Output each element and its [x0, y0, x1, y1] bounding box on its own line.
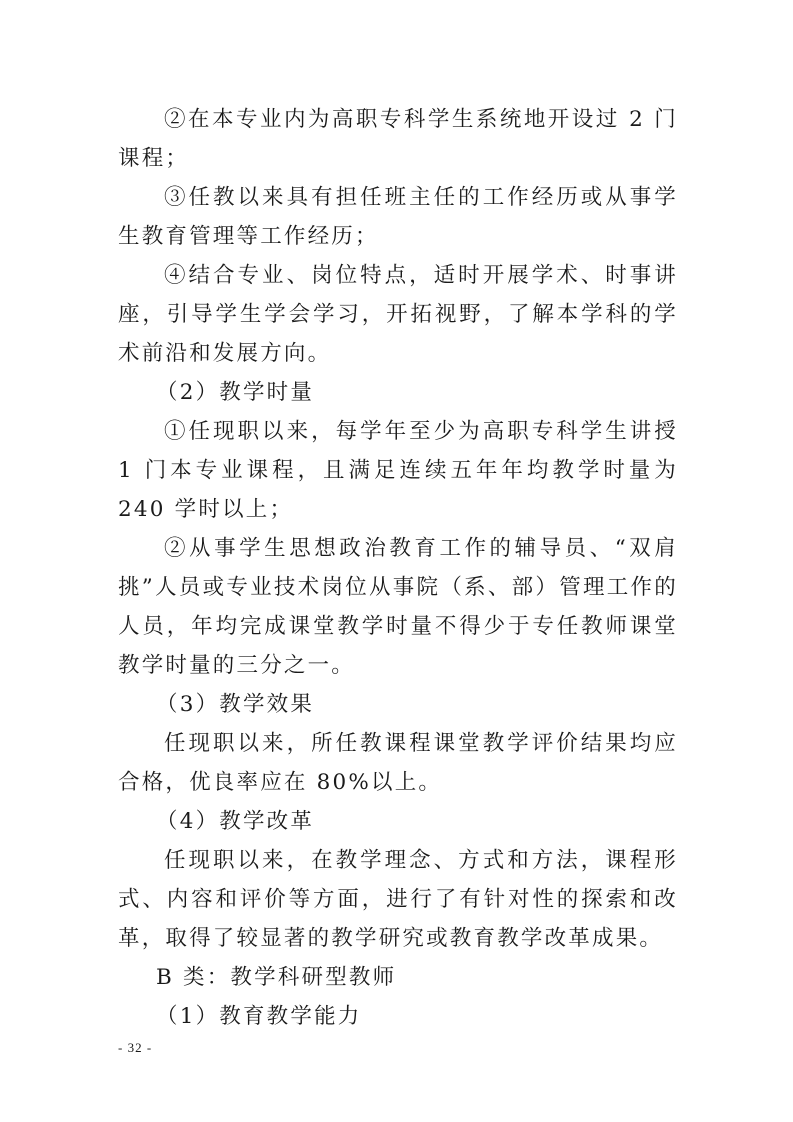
heading-category-b: B 类：教学科研型教师	[156, 965, 397, 990]
heading-teaching-reform: （4）教学改革	[156, 809, 315, 834]
item-2-course-offering: ②在本专业内为高职专科学生系统地开设过 2 门课程；	[118, 107, 678, 171]
heading-teaching-hours: （2）教学时量	[156, 380, 315, 405]
document-body	[118, 100, 678, 1036]
heading-teaching-effect: （3）教学效果	[156, 692, 315, 717]
item-1-teaching-hours: ①任现职以来，每学年至少为高职专科学生讲授 1 门本专业课程，且满足连续五年年均教学时量为 240 学时以上；	[118, 419, 678, 522]
item-3-class-advisor: ③任教以来具有担任班主任的工作经历或从事学生教育管理等工作经历；	[118, 185, 678, 249]
heading-teaching-ability: （1）教育教学能力	[156, 1004, 362, 1029]
item-4-lectures: ④结合专业、岗位特点，适时开展学术、时事讲座，引导学生学会学习，开拓视野，了解本学科的学术前沿和发展方向。	[118, 263, 678, 366]
teaching-reform-text: 任现职以来，在教学理念、方式和方法，课程形式、内容和评价等方面，进行了有针对性的探索和改革，取得了较显著的教学研究或教育教学改革成果。	[118, 848, 678, 951]
page-number: - 32 -	[118, 1040, 153, 1055]
teaching-effect-text: 任现职以来，所任教课程课堂教学评价结果均应合格，优良率应在 80%以上。	[118, 731, 678, 795]
item-2-counselor-hours: ②从事学生思想政治教育工作的辅导员、“双肩挑”人员或专业技术岗位从事院（系、部）管理工作的人员，年均完成课堂教学时量不得少于专任教师课堂教学时量的三分之一。	[118, 536, 678, 678]
